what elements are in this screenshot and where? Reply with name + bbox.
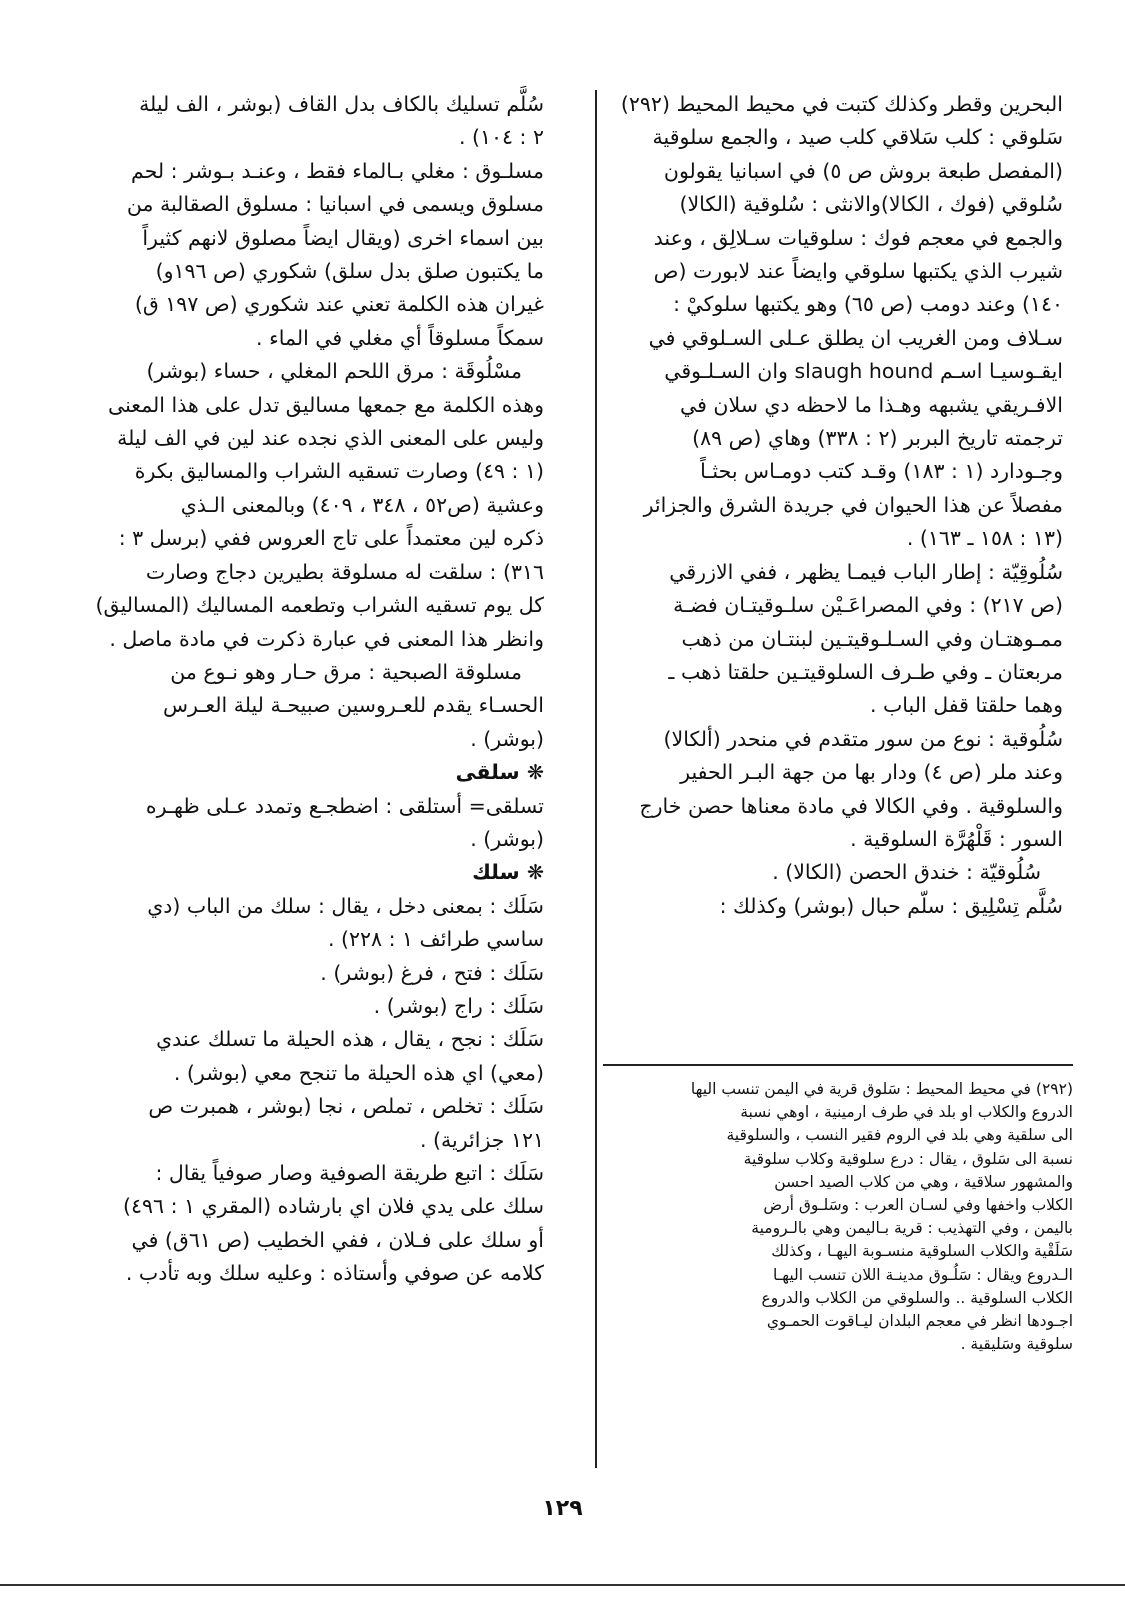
entry-line: تسلقى= أستلقى : اضطجـع وتمدد عـلى ظهـره xyxy=(145,793,544,818)
column-divider xyxy=(595,90,597,1468)
text-line: وعشية (ص٥٢ ، ٣٤٨ ، ٤٠٩) وبالمعنى الـذي xyxy=(180,492,544,517)
footnote-line: سَلَقْية والكلاب السلوقية منسـوبة اليهـا ، وكذلك xyxy=(771,1242,1073,1261)
text-line: كلامه عن صوفي وأستاذه : وعليه سلك وبه تأدب . xyxy=(125,1261,544,1286)
entry-line: سُلُوقية : نوع من سور متقدم في منحدر (ألكالا) xyxy=(663,726,1063,751)
text-line: وجـودارد (١ : ١٨٣) وقـد كتب دومـاس بحثـاً xyxy=(700,459,1063,484)
text-line: ١٢١ جزائرية) . xyxy=(420,1127,544,1152)
text-line: ذكره لين معتمداً على تاج العروس ففي (برسل ٣ : xyxy=(118,526,544,551)
text-line: (بوشر) . xyxy=(470,826,544,851)
entry-line: مسلوقة الصبحية : مرق حـار وهو نـوع من xyxy=(170,659,522,684)
footnote-line: باليمن ، وفي التهذيب : قرية بـاليمن وهي بالـرومية xyxy=(751,1219,1073,1238)
text-line: ممـوهتـان وفي السـلـوقيتـين لبنتـان من ذهب xyxy=(681,626,1063,651)
text-line: مربعتان ـ وفي طـرف السلوقيتـين حلقتا ذهب ـ xyxy=(668,659,1063,684)
entry-line: سَلَك : راج (بوشر) . xyxy=(373,993,544,1018)
text-line: (١ : ٤٩) وصارت تسقيه الشراب والمساليق بكرة xyxy=(134,459,544,484)
text-line: ما يكتبون صلق بدل سلق) شكوري (ص ١٩٦و) xyxy=(155,259,544,284)
text-line: مفصلاً عن هذا الحيوان في جريدة الشرق والجزائر xyxy=(643,492,1063,517)
page-number: ١٢٩ xyxy=(542,1496,583,1521)
text-line: شيرب الذي يكتبها سلوقي وايضاً عند لابورت (ص xyxy=(653,259,1063,284)
footnote-line: سلوقية وسَليقية . xyxy=(960,1335,1073,1354)
footnote xyxy=(605,1078,1073,1356)
text-line: سُلوقي (فوك ، الكالا)والانثى : سُلوقية (الكالا) xyxy=(679,192,1063,217)
entry-line: سُلَّم تِسْلِيق : سلّم حبال (بوشر) وكذلك : xyxy=(719,893,1063,918)
text-line: والجمع في معجم فوك : سلوقيات سـلالِق ، وعند xyxy=(653,225,1063,250)
footnote-line: (٢٩٢) في محيط المحيط : سَلوق قرية في اليمن تنسب اليها xyxy=(690,1080,1073,1098)
entry-line: سَلَك : اتبع طريقة الصوفية وصار صوفياً يقال : xyxy=(155,1161,544,1185)
footnote-line: الدروع والكلاب او بلد في طرف ارمينية ، اوهي نسبة xyxy=(740,1103,1073,1122)
text-line: ساسي طرائف ١ : ٢٢٨) . xyxy=(327,927,544,952)
entry-line: سَلَك : تخلص ، تملص ، نجا (بوشر ، همبرت ص xyxy=(148,1094,544,1119)
text-line: سُلَّم تسليك بالكاف بدل القاف (بوشر ، الف ليلة xyxy=(139,92,544,116)
text-line: وهما حلقتا قفل الباب . xyxy=(869,693,1063,718)
text-line: كل يوم تسقيه الشراب وتطعمه المساليك (المساليق) xyxy=(95,593,544,618)
text-line: وليس على المعنى الذي نجده عند لين في الف ليلة xyxy=(117,426,544,451)
text-line: (١٣ : ١٥٨ ـ ١٦٣) . xyxy=(906,526,1063,551)
text-line: الحسـاء يقدم للعـروسين صبيحـة ليلة العـرس xyxy=(163,693,544,718)
text-line: سلك على يدي فلان اي بارشاده (المقري ١ : ٤٩٦) xyxy=(123,1194,544,1219)
footnote-line: الكلاب واخفها وفي لسـان العرب : وسَلـوق أرض xyxy=(763,1196,1073,1215)
entry-line: سَلَك : بمعنى دخل ، يقال : سلك من الباب (دي xyxy=(147,893,544,918)
footnote-line: الـدروع ويقال : سَلُـوق مدينـة اللان تنسب اليهـا xyxy=(772,1265,1073,1284)
text-line: وهذه الكلمة مع جمعها مساليق تدل على هذا المعنى xyxy=(108,392,544,417)
text-line: السور : قَلْهُرَّة السلوقية . xyxy=(850,826,1063,851)
text-line: ٢ : ١٠٤) . xyxy=(458,125,544,150)
text-line: سـلاف ومن الغريب ان يطلق عـلى السـلوقي في xyxy=(648,325,1063,350)
text-line: وعند ملر (ص ٤) ودار بها من جهة البـر الحفير xyxy=(680,760,1063,785)
section-heading: ❋ سلك xyxy=(472,860,544,885)
text-line: (معي) اي هذه الحيلة ما تنجح معي (بوشر) . xyxy=(173,1060,544,1085)
footnote-line: نسبة الى سَلوق ، يقال : درع سلوقية وكلاب سلوقية xyxy=(743,1149,1073,1168)
text-line: البحرين وقطر وكذلك كتبت في محيط المحيط (٢٩٢) xyxy=(620,92,1063,116)
footnote-line: الكلاب السلوقية .. والسلوقي من الكلاب والدروع xyxy=(761,1288,1073,1307)
text-line: ٣١٦) : سلقت له مسلوقة بطيرين دجاج وصارت xyxy=(145,559,544,584)
footnote-rule xyxy=(603,1064,1073,1066)
text-line: الافـريقي يشبهه وهـذا ما لاحظه دي سلان في xyxy=(680,392,1063,417)
text-line: (بوشر) . xyxy=(470,726,544,751)
text-line: سمكاً مسلوقاً أي مغلي في الماء . xyxy=(256,325,544,350)
section-heading: ❋ سلقى xyxy=(455,760,544,785)
right-column xyxy=(605,88,1063,923)
entry-line: سَلَك : فتح ، فرغ (بوشر) . xyxy=(320,960,544,985)
bottom-border xyxy=(0,1584,1125,1586)
entry-line: مسْلُوقَة : مرق اللحم المغلي ، حساء (بوشر) xyxy=(146,359,522,384)
text-line: مسلوق ويسمى في اسبانيا : مسلوق الصقالبة من xyxy=(126,192,544,217)
text-line: سَلوقي : كلب سَلاقي كلب صيد ، والجمع سلوقية xyxy=(652,125,1063,150)
text-line: (المفصل طبعة بروش ص ٥) في اسبانيا يقولون xyxy=(663,158,1063,183)
text-line: ترجمته تاريخ البربر (٢ : ٣٣٨) وهاي (ص ٨٩) xyxy=(692,426,1063,451)
text-line: غيران هذه الكلمة تعني عند شكوري (ص ١٩٧ ق) xyxy=(134,292,544,317)
text-line: والسلوقية . وفي الكالا في مادة معناها حصن خارج xyxy=(639,793,1063,818)
left-column xyxy=(74,88,544,1291)
text-line: ١٤٠) وعند دومب (ص ٦٥) وهو يكتبها سلوكيْ : xyxy=(673,292,1063,317)
text-line: أو سلك على فـلان ، ففي الخطيب (ص ٦١ق) في xyxy=(131,1227,544,1252)
entry-line: سُلُوقِيّة : إطار الباب فيمـا يظهر ، ففي الازرقي xyxy=(669,559,1063,584)
entry-line: سَلَك : نجح ، يقال ، هذه الحيلة ما تسلك عندي xyxy=(156,1027,544,1052)
footnote-line: والمشهور سلاقية ، وهي من كلاب الصيد احسن xyxy=(774,1172,1073,1191)
entry-line: مسلـوق : مغلي بـالماء فقط ، وعنـد بـوشر : لحم xyxy=(131,158,544,183)
text-line: (ص ٢١٧) : وفي المصراعَـيْن سلـوقيتـان فضـة xyxy=(673,593,1063,618)
footnote-line: الى سلقية وهي بلد في الروم فقير النسب ، والسلوقية xyxy=(726,1126,1073,1145)
entry-line: سُلُوقيّة : خندق الحصن (الكالا) . xyxy=(772,860,1041,885)
text-line: وانظر هذا المعنى في عبارة ذكرت في مادة ماصل . xyxy=(109,626,544,651)
text-line: بين اسماء اخرى (ويقال ايضاً مصلوق لانهم كثيراً xyxy=(142,225,544,250)
text-line: ايقـوسيـا اسـم slaugh hound وان السـلـوقي xyxy=(664,359,1063,384)
footnote-line: اجـودها انظر في معجم البلدان ليـاقوت الحمـوي xyxy=(766,1312,1073,1331)
